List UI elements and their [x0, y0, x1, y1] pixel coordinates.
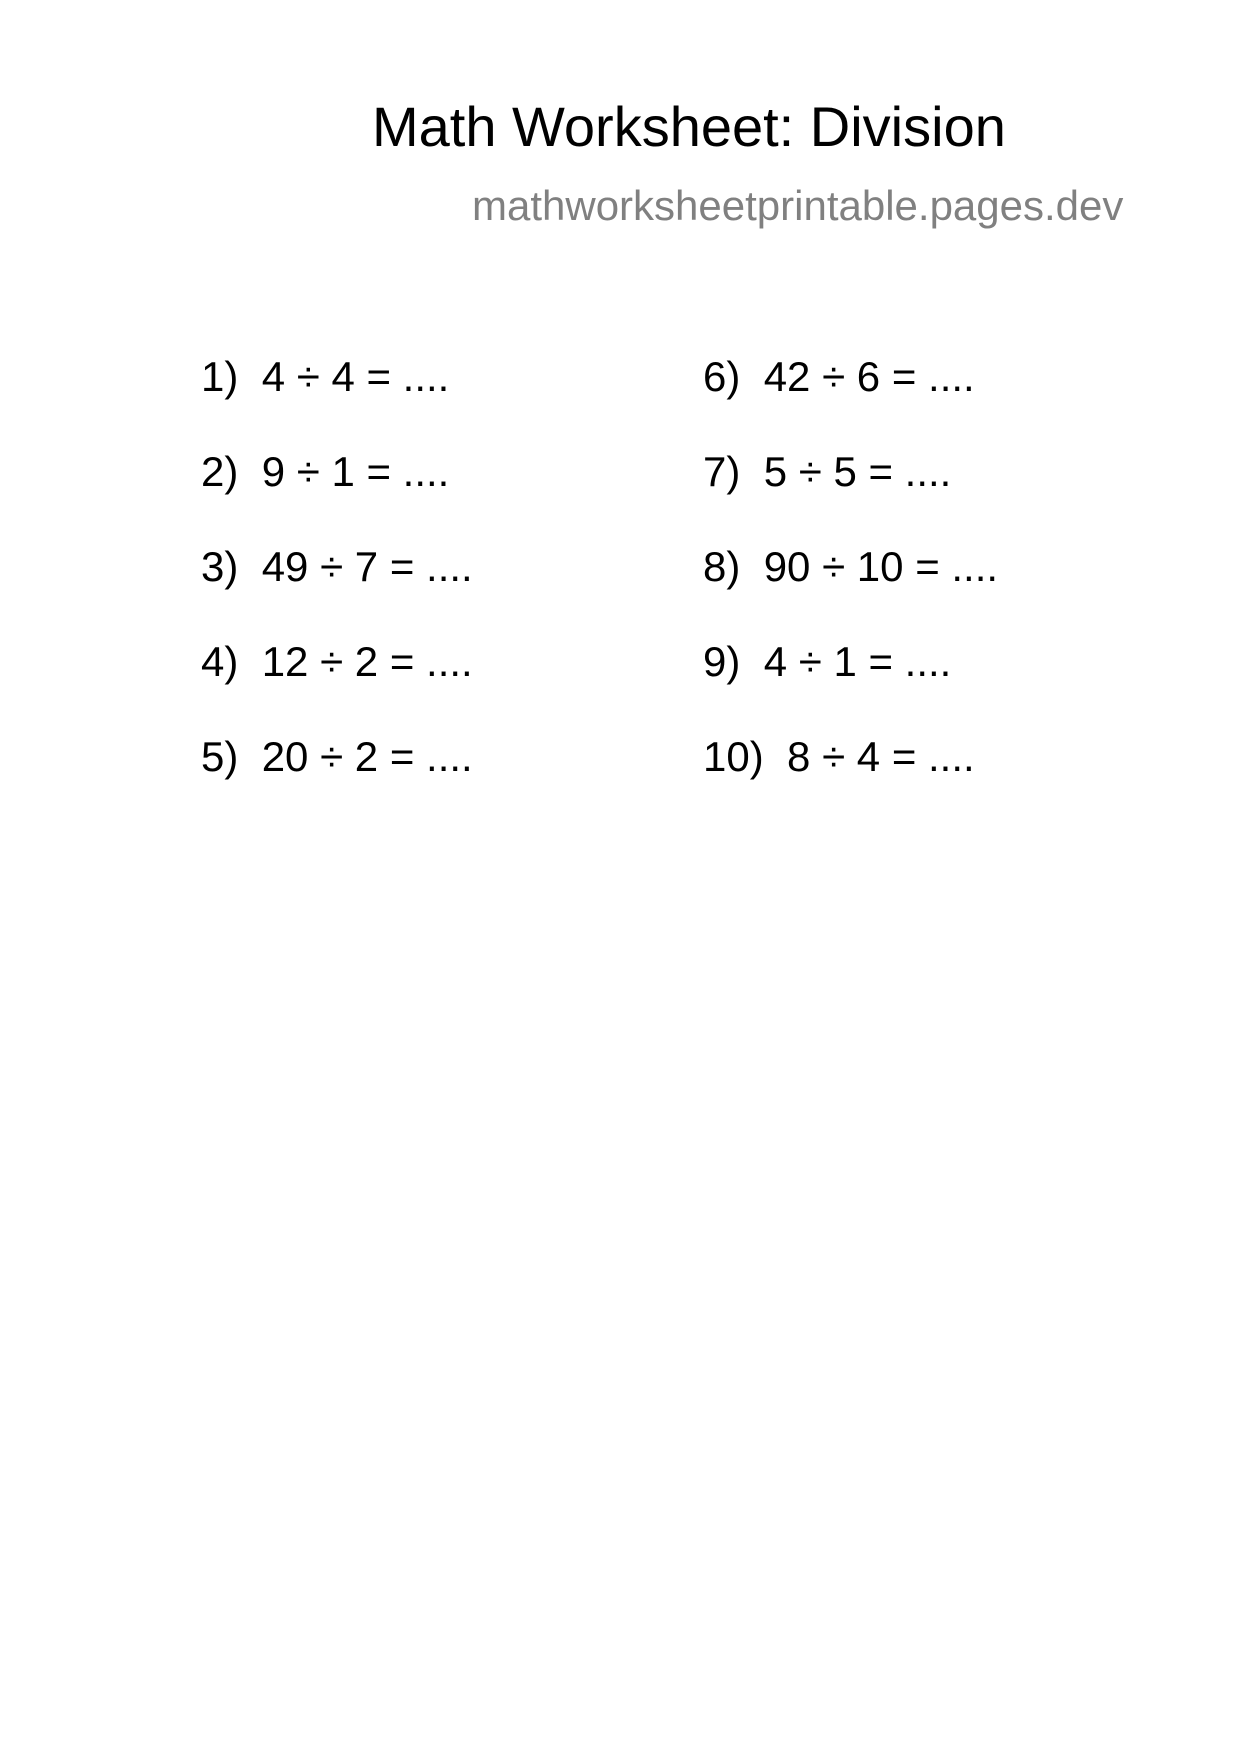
problem-2 [201, 448, 449, 496]
problem-10 [703, 733, 975, 781]
problem-expression: 20 ÷ 2 = .... [261, 733, 473, 780]
problem-number: 1) [201, 353, 239, 400]
problem-expression: 49 ÷ 7 = .... [261, 543, 473, 590]
problem-3 [201, 543, 473, 591]
problem-number: 3) [201, 543, 239, 590]
problem-number: 6) [703, 353, 741, 400]
problem-expression: 8 ÷ 4 = .... [787, 733, 975, 780]
problem-6 [703, 353, 975, 401]
problem-5 [201, 733, 473, 781]
source-url: mathworksheetprintable.pages.dev [472, 182, 1124, 229]
problem-9 [703, 638, 951, 686]
problem-7 [703, 448, 951, 496]
page-title: Math Worksheet: Division [372, 95, 1006, 158]
problem-8 [703, 543, 998, 591]
problem-expression: 5 ÷ 5 = .... [763, 448, 952, 495]
problem-number: 7) [703, 448, 741, 495]
problem-number: 9) [703, 638, 741, 685]
problem-expression: 4 ÷ 4 = .... [261, 353, 450, 400]
problem-expression: 9 ÷ 1 = .... [261, 448, 450, 495]
problem-expression: 90 ÷ 10 = .... [763, 543, 999, 590]
problem-expression: 12 ÷ 2 = .... [261, 638, 473, 685]
problem-number: 10) [703, 733, 764, 780]
problem-number: 8) [703, 543, 741, 590]
problem-4 [201, 638, 473, 686]
problem-1 [201, 353, 449, 401]
problem-number: 5) [201, 733, 239, 780]
problem-number: 4) [201, 638, 239, 685]
problem-number: 2) [201, 448, 239, 495]
problem-expression: 42 ÷ 6 = .... [763, 353, 975, 400]
problem-expression: 4 ÷ 1 = .... [763, 638, 952, 685]
